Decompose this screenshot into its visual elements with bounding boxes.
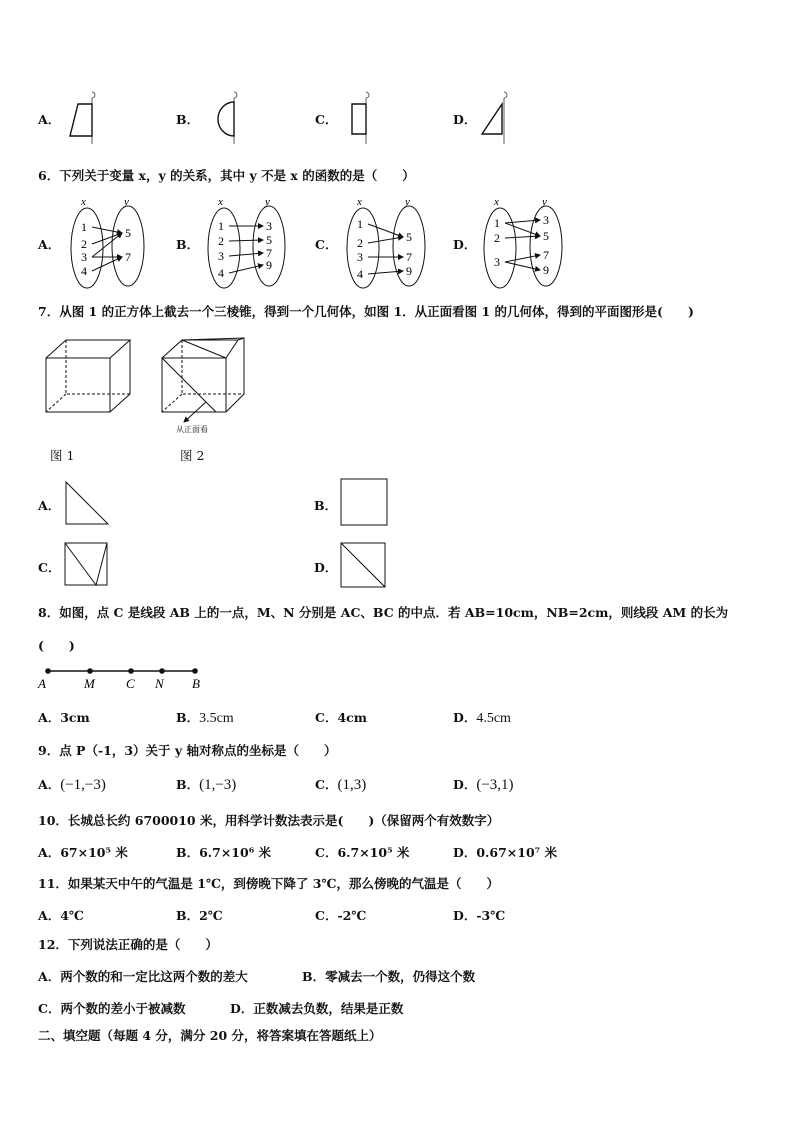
q7-figure-2-caption: 图 2 (180, 448, 205, 463)
q8-point-m: M (84, 676, 95, 691)
q12-option-b: B．零减去一个数，仍得这个数 (302, 969, 476, 984)
axis-x-label: x (81, 196, 86, 208)
q7-option-a-label: A． (38, 498, 61, 513)
axis-x-label: x (218, 196, 223, 208)
q7-figure-2-cut-cube (160, 338, 250, 438)
domain-value: 1 (81, 220, 87, 234)
q9-option-a: A．(−1,−3) (38, 777, 106, 793)
q11-option-d: D．-3℃ (453, 908, 506, 923)
q5-option-d-label: D． (453, 112, 477, 127)
q6-diagram-c (347, 196, 425, 288)
q7-option-b-figure (340, 478, 390, 528)
q8-point-c: C (126, 676, 135, 691)
range-value: 5 (125, 226, 131, 240)
range-value: 5 (406, 230, 412, 244)
q7-figure-1-caption: 图 1 (50, 448, 75, 463)
q6-diagram-a (71, 196, 144, 288)
q8-option-c: C．4cm (315, 710, 367, 725)
q8-option-b: B．3.5cm (176, 710, 234, 726)
domain-value: 4 (81, 264, 87, 278)
q6-option-a-label: A． (38, 237, 61, 252)
q6-stem: 6．下列关于变量 x，y 的关系，其中 y 不是 x 的函数的是（ ） (38, 168, 415, 183)
q7-option-a-figure (64, 480, 112, 526)
q12-option-a: A．两个数的和一定比这两个数的差大 (38, 969, 248, 984)
mapping-arrow (505, 223, 540, 236)
domain-ellipse (71, 208, 103, 288)
range-ellipse (112, 206, 144, 286)
domain-value: 1 (357, 217, 363, 231)
q8-segment-figure (38, 664, 218, 694)
mapping-arrow (368, 224, 403, 237)
domain-ellipse (347, 208, 379, 288)
mapping-arrow (505, 220, 540, 223)
q7-option-c-figure (64, 542, 110, 588)
domain-value: 3 (494, 255, 500, 269)
domain-value: 1 (494, 216, 500, 230)
mapping-arrow (368, 237, 403, 243)
mapping-arrow (92, 227, 122, 233)
range-value: 9 (266, 258, 272, 272)
mapping-arrow (505, 262, 540, 270)
q10-stem: 10．长城总长约 6700010 米，用科学计数法表示是( )（保留两个有效数字） (38, 813, 500, 828)
axis-y-label: y (405, 196, 410, 208)
q8-point-a: A (38, 676, 46, 691)
q7-option-b-label: B． (314, 498, 338, 513)
q11-option-b: B．2℃ (176, 908, 223, 923)
q6-diagram-b (208, 196, 285, 288)
q8-point-b: B (192, 676, 200, 691)
q11-stem: 11．如果某天中午的气温是 1℃，到傍晚下降了 3℃，那么傍晚的气温是（ ） (38, 876, 499, 891)
domain-value: 2 (357, 236, 363, 250)
q6-mapping-diagrams (0, 0, 794, 300)
range-value: 5 (266, 233, 272, 247)
axis-y-label: y (542, 196, 547, 208)
range-value: 7 (406, 250, 412, 264)
q9-stem: 9．点 P（-1，3）关于 y 轴对称点的坐标是（ ） (38, 743, 337, 758)
q10-option-c: C．6.7×10⁵ 米 (315, 845, 410, 860)
q7-option-d-label: D． (314, 560, 338, 575)
range-value: 5 (543, 229, 549, 243)
q9-option-c: C．(1,3) (315, 777, 367, 793)
domain-value: 2 (218, 234, 224, 248)
domain-value: 2 (81, 237, 87, 251)
mapping-arrow (505, 236, 540, 238)
domain-value: 1 (218, 219, 224, 233)
q6-diagram-d (484, 196, 562, 288)
q8-stem: 8．如图，点 C 是线段 AB 上的一点，M、N 分别是 AC、BC 的中点．若 AB=10cm，NB=2cm，则线段 AM 的长为 (38, 605, 729, 620)
range-value: 9 (406, 264, 412, 278)
q10-option-a: A．67×10⁵ 米 (38, 845, 128, 860)
range-value: 3 (543, 213, 549, 227)
q12-stem: 12．下列说法正确的是（ ） (38, 937, 218, 952)
domain-value: 3 (218, 249, 224, 263)
domain-value: 3 (81, 250, 87, 264)
section-2-title: 二、填空题（每题 4 分，满分 20 分，将答案填在答题纸上） (38, 1028, 382, 1043)
q7-stem: 7．从图 1 的正方体上截去一个三棱锥，得到一个几何体，如图 1．从正面看图 1 的几何体，得到的平面图形是( ) (38, 304, 694, 319)
q12-option-d: D．正数减去负数，结果是正数 (230, 1001, 404, 1016)
q11-option-a: A．4℃ (38, 908, 84, 923)
q6-option-b-label: B． (176, 237, 200, 252)
axis-y-label: y (124, 196, 129, 208)
q8-point-n: N (155, 676, 164, 691)
domain-value: 3 (357, 250, 363, 264)
q11-option-c: C．-2℃ (315, 908, 367, 923)
range-value: 7 (125, 250, 131, 264)
domain-value: 4 (357, 267, 363, 281)
domain-ellipse (208, 208, 240, 288)
axis-x-label: x (357, 196, 362, 208)
mapping-arrow (92, 233, 122, 257)
mapping-arrow (229, 240, 263, 241)
q5-option-c-label: C． (315, 112, 338, 127)
q7-figure-1-cube (44, 338, 134, 418)
q9-option-d: D．(−3,1) (453, 777, 514, 793)
mapping-arrow (505, 255, 540, 262)
mapping-arrow (92, 257, 122, 271)
q7-option-c-label: C． (38, 560, 61, 575)
domain-ellipse (484, 208, 516, 288)
q7-option-d-figure (340, 542, 388, 590)
q8-option-a: A．3cm (38, 710, 90, 725)
range-value: 7 (543, 248, 549, 262)
q12-option-c: C．两个数的差小于被减数 (38, 1001, 186, 1016)
q5-option-a-label: A． (38, 112, 61, 127)
q10-option-d: D．0.67×10⁷ 米 (453, 845, 557, 860)
mapping-arrow (229, 265, 263, 273)
q5-option-b-label: B． (176, 112, 200, 127)
mapping-arrow (92, 233, 122, 244)
mapping-arrow (229, 253, 263, 256)
q7-view-label: 从正面看 (176, 425, 208, 434)
q6-option-c-label: C． (315, 237, 338, 252)
domain-value: 4 (218, 266, 224, 280)
domain-value: 2 (494, 231, 500, 245)
axis-y-label: y (265, 196, 270, 208)
q8-stem-cont: ( ) (38, 638, 75, 653)
q8-option-d: D．4.5cm (453, 710, 511, 726)
range-value: 7 (266, 246, 272, 260)
range-value: 9 (543, 263, 549, 277)
q6-option-d-label: D． (453, 237, 477, 252)
range-value: 3 (266, 219, 272, 233)
q10-option-b: B．6.7×10⁶ 米 (176, 845, 272, 860)
axis-x-label: x (494, 196, 499, 208)
q9-option-b: B．(1,−3) (176, 777, 237, 793)
